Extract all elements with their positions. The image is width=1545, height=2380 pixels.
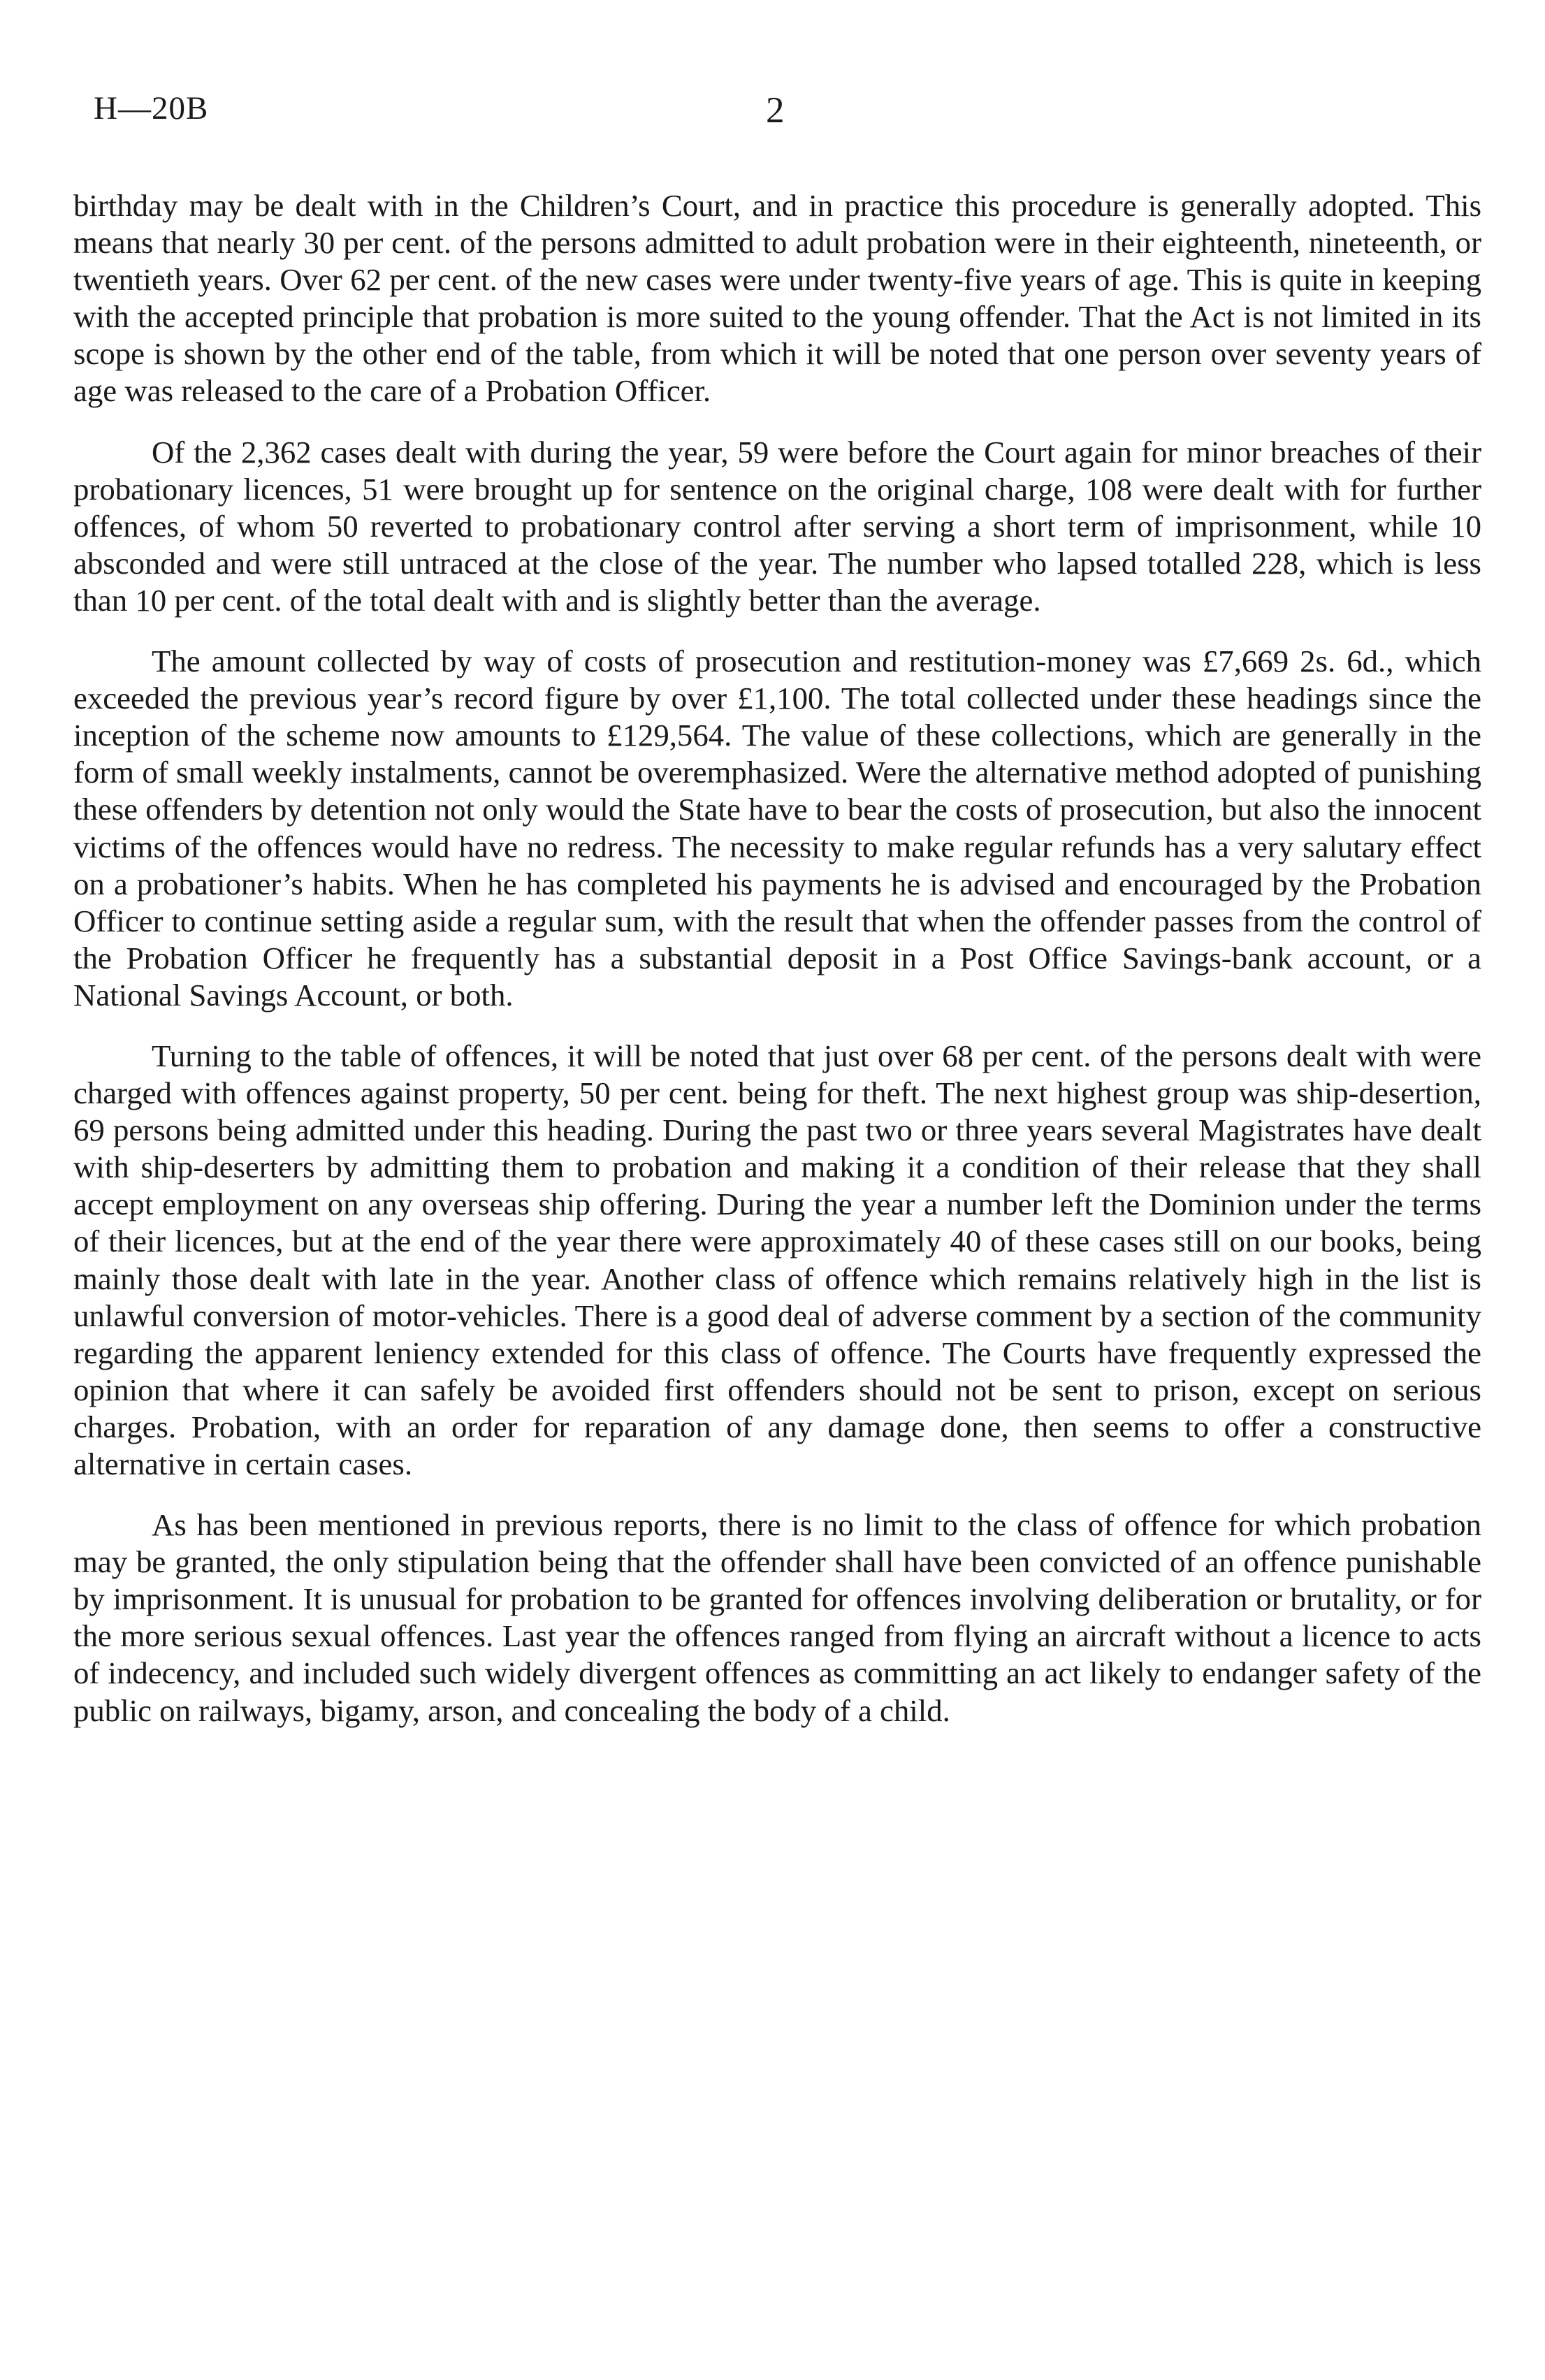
paragraph-class-of-offence: As has been mentioned in previous reports, there is no limit to the class of offence for which probation may be granted, the only stipulation being that the offender shall have been convicted of an offence punishable by imprisonment. It is unusual for probation to be granted for offences involving deliberation or brutality, or for the more serious sexual offences. Last year the offences ranged from flying an aircraft without a licence to acts of indecency, and included such widely divergent offences as committing an act likely to endanger safety of the public on railways, bigamy, arson, and concealing the body of a child. xyxy=(73,1507,1481,1728)
paragraph-cases-dealt-with: Of the 2,362 cases dealt with during the year, 59 were before the Court again for minor breaches of their probationary licences, 51 were brought up for sentence on the original charge, 108 were dealt with for further offences, of whom 50 reverted to probationary control after serving a short term of imprisonment, while 10 absconded and were still untraced at the close of the year. The number who lapsed totalled 228, which is less than 10 per cent. of the total dealt with and is slightly better than the average. xyxy=(73,434,1481,618)
page-number: 2 xyxy=(766,90,785,131)
paragraph-offences-table: Turning to the table of offences, it will be noted that just over 68 per cent. of the persons dealt with were charged with offences against property, 50 per cent. being for theft. The next highest group was ship-desertion, 69 persons being admitted under this heading. During the past two or three years several Magistrates have dealt with ship-deserters by admitting them to probation and making it a condition of their release that they shall accept employment on any overseas ship offering. During the year a number left the Dominion under the terms of their licences, but at the end of the year there were approximately 40 of these cases still on our books, being mainly those dealt with late in the year. Another class of offence which remains relatively high in the list is unlawful conversion of motor-vehicles. There is a good deal of adverse comment by a section of the community regarding the apparent leniency extended for this class of offence. The Courts have frequently expressed the opinion that where it can safely be avoided first offenders should not be sent to prison, except on serious charges. Probation, with an order for reparation of any damage done, then seems to offer a constructive alternative in certain cases. xyxy=(73,1038,1481,1481)
document-reference: H—20B xyxy=(94,90,209,126)
paragraph-collections: The amount collected by way of costs of prosecution and restitution-money was £7,669 2s. 6d., which exceeded the previous year’s record figure by over £1,100. The total collected under these headings since the inception of the scheme now amounts to £129,564. The value of these collections, which are generally in the form of small weekly instalments, cannot be overemphasized. Were the alternative method adopted of punishing these offenders by detention not only would the State have to bear the costs of prosecution, but also the innocent victims of the offences would have no redress. The necessity to make regular refunds has a very salutary effect on a probationer’s habits. When he has completed his payments he is advised and encouraged by the Probation Officer to continue setting aside a regular sum, with the result that when the offender passes from the control of the Probation Officer he frequently has a substantial deposit in a Post Office Savings-bank account, or a National Savings Account, or both. xyxy=(73,644,1481,1013)
body-text xyxy=(73,187,1481,1729)
paragraph-continuation: birthday may be dealt with in the Children’s Court, and in practice this procedure is generally adopted. This means that nearly 30 per cent. of the persons admitted to adult probation were in their eighteenth, nineteenth, or twentieth years. Over 62 per cent. of the new cases were under twenty-five years of age. This is quite in keeping with the accepted principle that probation is more suited to the young offender. That the Act is not limited in its scope is shown by the other end of the table, from which it will be noted that one person over seventy years of age was released to the care of a Probation Officer. xyxy=(73,188,1481,409)
page-header xyxy=(94,89,1484,145)
